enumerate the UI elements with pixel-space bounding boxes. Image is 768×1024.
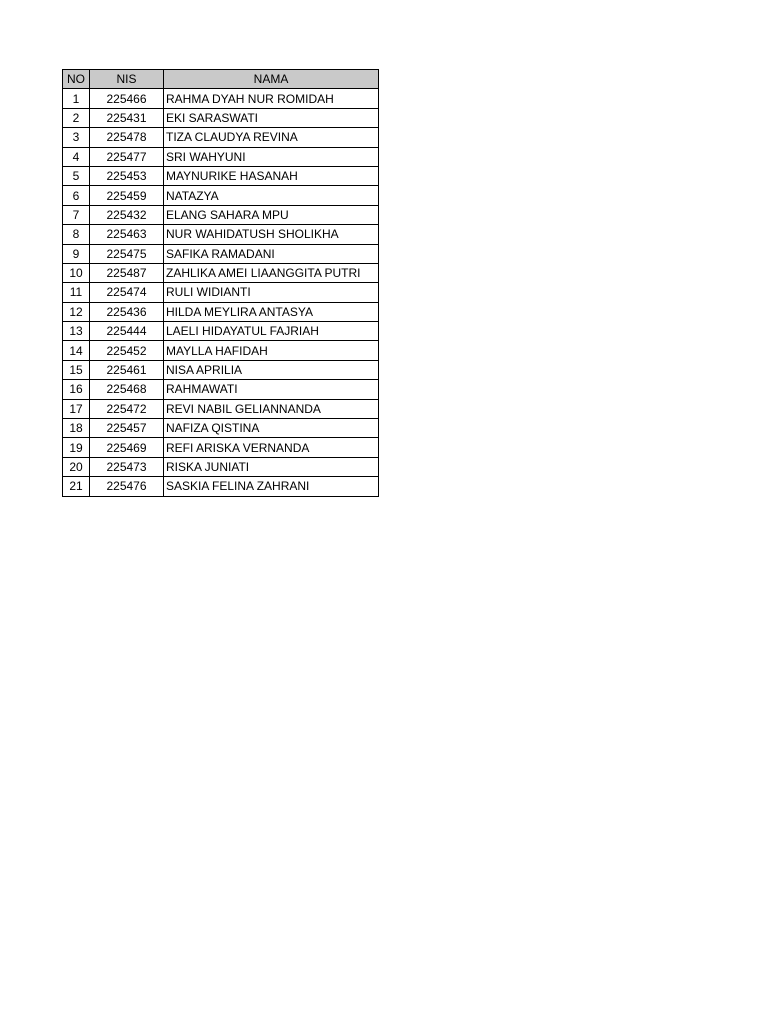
cell-nis[interactable]: 225469 bbox=[90, 438, 164, 457]
table-row bbox=[63, 438, 379, 457]
header-no[interactable]: NO bbox=[63, 70, 90, 89]
cell-nis[interactable]: 225463 bbox=[90, 225, 164, 244]
cell-nis[interactable]: 225431 bbox=[90, 108, 164, 127]
cell-nama[interactable]: NUR WAHIDATUSH SHOLIKHA bbox=[164, 225, 379, 244]
cell-no[interactable]: 15 bbox=[63, 360, 90, 379]
cell-nis[interactable]: 225457 bbox=[90, 419, 164, 438]
cell-no[interactable]: 20 bbox=[63, 457, 90, 476]
cell-no[interactable]: 6 bbox=[63, 186, 90, 205]
cell-nis[interactable]: 225452 bbox=[90, 341, 164, 360]
cell-nama[interactable]: ZAHLIKA AMEI LIAANGGITA PUTRI bbox=[164, 263, 379, 282]
cell-no[interactable]: 9 bbox=[63, 244, 90, 263]
cell-nis[interactable]: 225444 bbox=[90, 322, 164, 341]
cell-nis[interactable]: 225453 bbox=[90, 166, 164, 185]
cell-nis[interactable]: 225476 bbox=[90, 477, 164, 496]
cell-nama[interactable]: RAHMAWATI bbox=[164, 380, 379, 399]
table-row bbox=[63, 380, 379, 399]
cell-nama[interactable]: NISA APRILIA bbox=[164, 360, 379, 379]
table-row bbox=[63, 322, 379, 341]
table-row bbox=[63, 302, 379, 321]
cell-no[interactable]: 12 bbox=[63, 302, 90, 321]
cell-nama[interactable]: ELANG SAHARA MPU bbox=[164, 205, 379, 224]
cell-nis[interactable]: 225473 bbox=[90, 457, 164, 476]
table-row bbox=[63, 244, 379, 263]
table-row bbox=[63, 147, 379, 166]
cell-nis[interactable]: 225432 bbox=[90, 205, 164, 224]
cell-nis[interactable]: 225472 bbox=[90, 399, 164, 418]
cell-nis[interactable]: 225475 bbox=[90, 244, 164, 263]
cell-nama[interactable]: HILDA MEYLIRA ANTASYA bbox=[164, 302, 379, 321]
table-row bbox=[63, 166, 379, 185]
table-row bbox=[63, 360, 379, 379]
table-header bbox=[63, 70, 379, 89]
table-row bbox=[63, 89, 379, 108]
cell-no[interactable]: 16 bbox=[63, 380, 90, 399]
cell-nama[interactable]: NATAZYA bbox=[164, 186, 379, 205]
cell-nama[interactable]: REVI NABIL GELIANNANDA bbox=[164, 399, 379, 418]
cell-no[interactable]: 5 bbox=[63, 166, 90, 185]
table-row bbox=[63, 263, 379, 282]
cell-no[interactable]: 2 bbox=[63, 108, 90, 127]
cell-no[interactable]: 11 bbox=[63, 283, 90, 302]
cell-nis[interactable]: 225474 bbox=[90, 283, 164, 302]
cell-nama[interactable]: REFI ARISKA VERNANDA bbox=[164, 438, 379, 457]
table-body bbox=[63, 89, 379, 496]
cell-no[interactable]: 19 bbox=[63, 438, 90, 457]
cell-nis[interactable]: 225461 bbox=[90, 360, 164, 379]
table-row bbox=[63, 205, 379, 224]
cell-no[interactable]: 21 bbox=[63, 477, 90, 496]
table-row bbox=[63, 108, 379, 127]
cell-no[interactable]: 17 bbox=[63, 399, 90, 418]
cell-nama[interactable]: SRI WAHYUNI bbox=[164, 147, 379, 166]
cell-nama[interactable]: TIZA CLAUDYA REVINA bbox=[164, 128, 379, 147]
cell-nis[interactable]: 225487 bbox=[90, 263, 164, 282]
cell-nama[interactable]: SASKIA FELINA ZAHRANI bbox=[164, 477, 379, 496]
cell-no[interactable]: 10 bbox=[63, 263, 90, 282]
table-row bbox=[63, 419, 379, 438]
cell-nis[interactable]: 225466 bbox=[90, 89, 164, 108]
table-row bbox=[63, 128, 379, 147]
table-row bbox=[63, 399, 379, 418]
cell-nis[interactable]: 225459 bbox=[90, 186, 164, 205]
cell-nama[interactable]: SAFIKA RAMADANI bbox=[164, 244, 379, 263]
cell-nama[interactable]: NAFIZA QISTINA bbox=[164, 419, 379, 438]
cell-no[interactable]: 8 bbox=[63, 225, 90, 244]
cell-nama[interactable]: RULI WIDIANTI bbox=[164, 283, 379, 302]
cell-nis[interactable]: 225436 bbox=[90, 302, 164, 321]
cell-nis[interactable]: 225468 bbox=[90, 380, 164, 399]
table-row bbox=[63, 283, 379, 302]
table-row bbox=[63, 186, 379, 205]
cell-nama[interactable]: LAELI HIDAYATUL FAJRIAH bbox=[164, 322, 379, 341]
header-row bbox=[63, 70, 379, 89]
table-row bbox=[63, 477, 379, 496]
cell-no[interactable]: 14 bbox=[63, 341, 90, 360]
spreadsheet-sheet bbox=[62, 69, 379, 497]
cell-nama[interactable]: MAYLLA HAFIDAH bbox=[164, 341, 379, 360]
cell-nama[interactable]: RAHMA DYAH NUR ROMIDAH bbox=[164, 89, 379, 108]
cell-no[interactable]: 13 bbox=[63, 322, 90, 341]
cell-nis[interactable]: 225477 bbox=[90, 147, 164, 166]
cell-nama[interactable]: EKI SARASWATI bbox=[164, 108, 379, 127]
cell-no[interactable]: 18 bbox=[63, 419, 90, 438]
cell-no[interactable]: 1 bbox=[63, 89, 90, 108]
cell-no[interactable]: 3 bbox=[63, 128, 90, 147]
cell-nis[interactable]: 225478 bbox=[90, 128, 164, 147]
table-row bbox=[63, 225, 379, 244]
table-row bbox=[63, 457, 379, 476]
cell-nama[interactable]: MAYNURIKE HASANAH bbox=[164, 166, 379, 185]
header-nis[interactable]: NIS bbox=[90, 70, 164, 89]
cell-no[interactable]: 7 bbox=[63, 205, 90, 224]
student-roster-table bbox=[62, 69, 379, 497]
table-row bbox=[63, 341, 379, 360]
header-nama[interactable]: NAMA bbox=[164, 70, 379, 89]
cell-no[interactable]: 4 bbox=[63, 147, 90, 166]
cell-nama[interactable]: RISKA JUNIATI bbox=[164, 457, 379, 476]
